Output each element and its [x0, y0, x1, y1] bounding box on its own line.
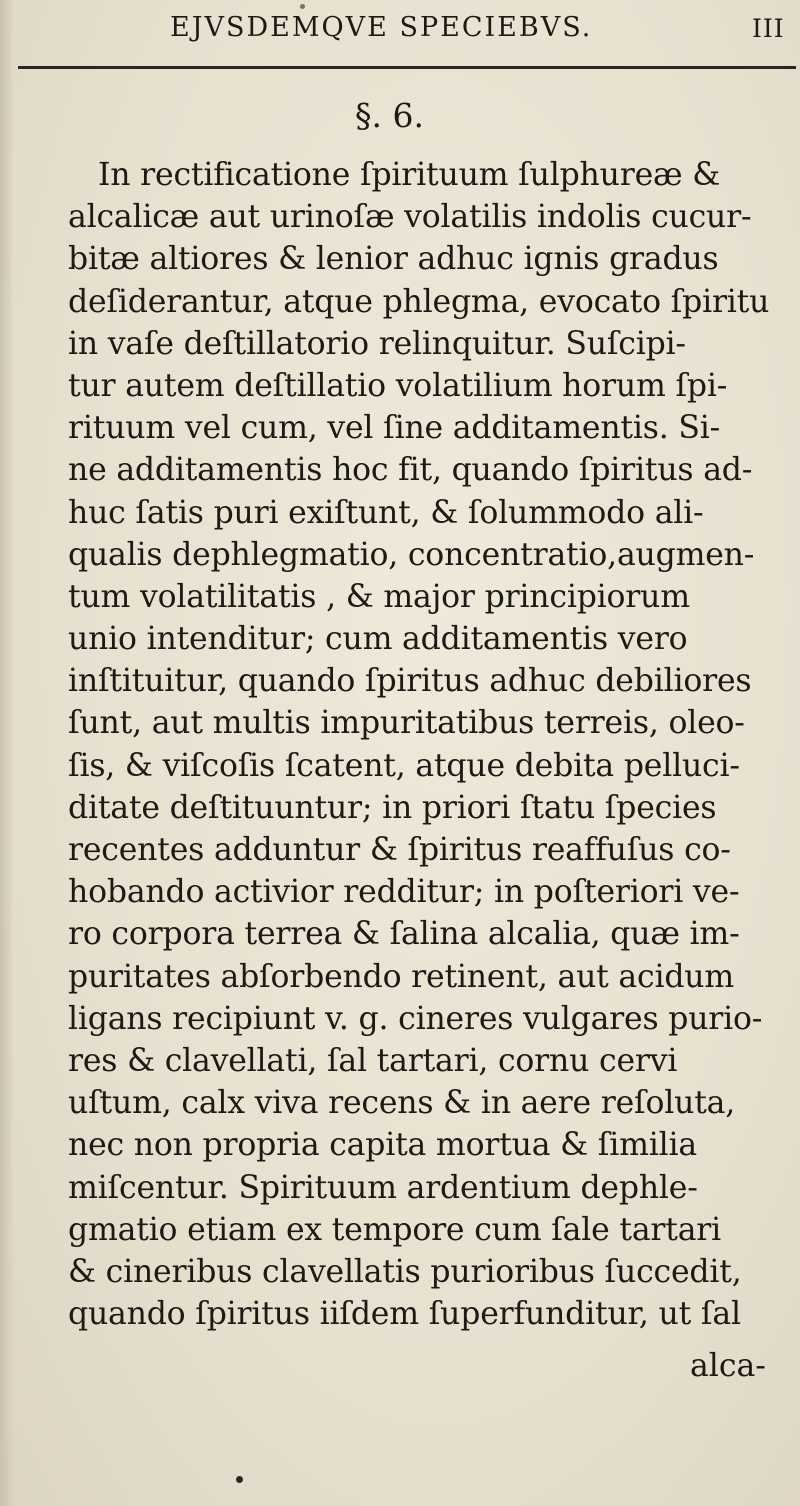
- text-line: inſtituitur, quando ſpiritus adhuc debiliores: [68, 663, 752, 700]
- text-line: ſis, & viſcoſis ſcatent, atque debita pelluci-: [68, 747, 740, 784]
- header-rule: [18, 66, 796, 69]
- text-line: puritates abſorbendo retinent, aut acidum: [68, 958, 735, 995]
- text-line: res & clavellati, ſal tartari, cornu cervi: [68, 1042, 678, 1079]
- text-line: miſcentur. Spirituum ardentium dephle-: [68, 1169, 698, 1206]
- text-line: In rectificatione ſpirituum ſulphureæ &: [98, 157, 721, 193]
- text-line: ro corpora terrea & ſalina alcalia, quæ im-: [68, 916, 740, 953]
- catchword: alca-: [690, 1348, 766, 1384]
- text-line: deſiderantur, atque phlegma, evocato ſpiritu: [68, 283, 770, 320]
- text-line: bitæ altiores & lenior adhuc ignis gradus: [68, 241, 719, 278]
- text-line: tur autem deſtillatio volatilium horum ſpi-: [68, 367, 728, 404]
- text-line: nec non propria capita mortua & ſimilia: [68, 1127, 698, 1164]
- text-line: & cineribus clavellatis purioribus ſuccedit,: [68, 1253, 742, 1290]
- text-line: huc ſatis puri exiſtunt, & ſolummodo ali-: [68, 494, 704, 531]
- text-line: alcalicæ aut urinoſæ volatilis indolis cucur-: [68, 199, 752, 236]
- ink-speck: [300, 4, 305, 9]
- page-number: III: [752, 14, 785, 43]
- text-line: in vaſe deſtillatorio relinquitur. Suſcipi-: [68, 325, 686, 362]
- text-line: qualis dephlegmatio, concentratio,augmen-: [68, 536, 755, 573]
- text-line: unio intenditur; cum additamentis vero: [68, 621, 688, 658]
- text-line: ne additamentis hoc fit, quando ſpiritus ad-: [68, 452, 753, 489]
- text-line: ſunt, aut multis impuritatibus terreis, oleo-: [68, 705, 745, 742]
- ink-speck: [236, 1476, 243, 1483]
- text-line: uſtum, calx viva recens & in aere reſoluta,: [68, 1085, 736, 1122]
- text-line: recentes adduntur & ſpiritus reaffuſus co-: [68, 832, 731, 868]
- body-paragraph: [68, 154, 800, 1335]
- gutter-shadow: [0, 0, 14, 1506]
- text-line: quando ſpiritus iiſdem ſuperfunditur, ut ſal: [68, 1296, 741, 1333]
- text-line: ditate deſtituuntur; in priori ſtatu ſpecies: [68, 789, 717, 826]
- running-title: EJVSDEMQVE SPECIEBVS.: [170, 12, 593, 43]
- text-line: ligans recipiunt v. g. cineres vulgares purio-: [68, 1000, 763, 1037]
- text-line: tum volatilitatis , & major principiorum: [68, 578, 690, 615]
- section-heading: §. 6.: [355, 96, 424, 135]
- text-line: gmatio etiam ex tempore cum ſale tartari: [68, 1211, 722, 1248]
- text-line: rituum vel cum, vel ſine additamentis. Si-: [68, 410, 721, 447]
- text-line: hobando activior redditur; in poſteriori ve-: [68, 874, 740, 911]
